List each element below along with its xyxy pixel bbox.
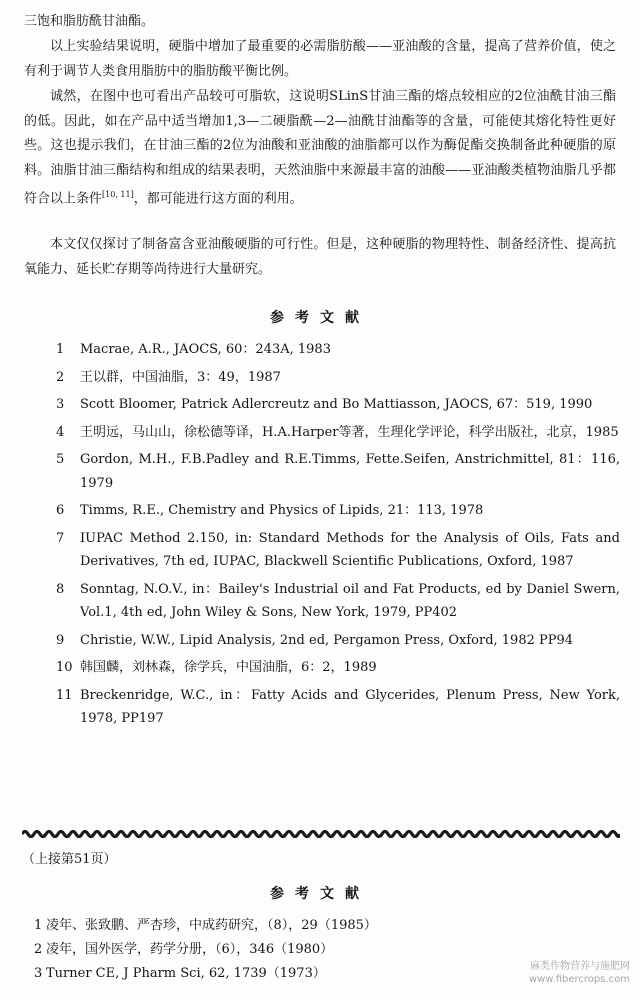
continued-note: （上接第51页）: [22, 852, 117, 867]
reference-text: Breckenridge, W.C., in：Fatty Acids and Glycerides, Plenum Press, New York, 1978, PP197: [80, 687, 620, 726]
reference-number: 3: [56, 397, 65, 412]
reference-number: 7: [56, 530, 65, 546]
reference-text: Timms, R.E., Chemistry and Physics of Lipids, 21：113, 1978: [80, 503, 484, 518]
reference2-text: 凌年，国外医学，药学分册，（6），346（1980）: [46, 942, 334, 957]
reference2-number: 3: [34, 966, 43, 981]
reference-item: [24, 421, 620, 445]
reference-item: [24, 656, 620, 680]
paragraph-2: 以上实验结果说明，硬脂中增加了最重要的必需脂肪酸——亚油酸的含量，提高了营养价值，使之有利于调节人类食用脂肪中的脂肪酸平衡比例。: [24, 39, 616, 79]
references2-title: 参考文献: [270, 886, 370, 902]
reference-text: IUPAC Method 2.150, in: Standard Methods for the Analysis of Oils, Fats and Derivatives, 7th ed, IUPAC, Blackwell Scientific Publications, Oxford, 1987: [80, 530, 620, 569]
reference-number: 9: [56, 632, 65, 648]
paragraph-1: 三饱和脂肪酰甘油酯。: [24, 14, 155, 29]
reference-number: 1: [56, 342, 65, 357]
citation-marker: [10, 11]: [102, 190, 134, 199]
reference-number: 8: [56, 581, 65, 597]
reference-text: Christie, W.W., Lipid Analysis, 2nd ed, Pergamon Press, Oxford, 1982 PP94: [80, 632, 574, 648]
reference-number: 6: [56, 503, 65, 518]
watermark-line1: 麻类作物营养与施肥网: [530, 961, 630, 972]
reference-number: 10: [56, 660, 73, 675]
reference-item: [24, 578, 620, 625]
reference-item: [24, 684, 620, 731]
reference-item: [24, 338, 620, 362]
references-list: [24, 338, 620, 731]
reference2-number: 1: [34, 918, 43, 933]
reference2-item: [24, 938, 620, 962]
section-divider: [22, 829, 620, 839]
paragraph-3-text-a: 诚然，在图中也可看出产品较可可脂软，这说明SLinS甘油三酯的熔点较相应的2位油酰甘油三酯的低。因此，如在产品中适当增加1,3—二硬脂酰—2—油酰甘油酯等的含量，可能使其熔化特性更好些。这也提示我们，在甘油三酯的2位为油酸和亚油酸的油脂都可以作为酶促酯交换制备此种硬脂的原料。油脂甘油三酯结构和组成的结果表明，天然油脂中来源最丰富的油酸——亚油酸类植物油脂几乎都符合以上条件: [24, 89, 616, 207]
reference-item: [24, 499, 620, 523]
paragraph-4: 本文仅仅探讨了制备富含亚油酸硬脂的可行性。但是，这种硬脂的物理特性、制备经济性、提高抗氧能力、延长贮存期等尚待进行大量研究。: [24, 237, 616, 277]
reference-number: 2: [56, 369, 65, 385]
watermark-line2: www.fibercrops.com: [528, 974, 630, 985]
reference2-item: [24, 914, 620, 938]
reference-text: Macrae, A.R., JAOCS, 60：243A, 1983: [80, 342, 331, 357]
paragraph-3-text-b: ，都可能进行这方面的利用。: [133, 191, 303, 207]
watermark: [529, 960, 630, 986]
reference-text: 王以群，中国油脂，3：49，1987: [80, 369, 281, 385]
reference-number: 11: [56, 687, 73, 703]
paragraph-3: [24, 85, 616, 212]
reference-item: [24, 448, 620, 495]
reference-text: Scott Bloomer, Patrick Adlercreutz and Bo Mattiasson, JAOCS, 67：519, 1990: [80, 397, 593, 412]
reference-text: Sonntag, N.O.V., in：Bailey's Industrial oil and Fat Products, ed by Daniel Swern, Vol.1, 4th ed, John Wiley & Sons, New York, 1979, PP402: [80, 581, 620, 620]
reference2-number: 2: [34, 942, 43, 957]
reference-item: [24, 393, 620, 417]
reference-text: Gordon, M.H., F.B.Padley and R.E.Timms, Fette.Seifen, Anstrichmittel, 81：116, 1979: [80, 452, 620, 491]
reference-number: 5: [56, 452, 65, 467]
reference-text: 王明远，马山山，徐松德等译，H.A.Harper等著，生理化学评论，科学出版社，北京，1985: [80, 424, 619, 440]
reference-item: [24, 629, 620, 653]
reference-text: 韩国麟，刘林森，徐学兵，中国油脂，6：2，1989: [80, 660, 377, 675]
reference-item: [24, 366, 620, 390]
references-title: 参考文献: [270, 310, 370, 326]
reference-item: [24, 527, 620, 574]
reference-number: 4: [56, 424, 65, 440]
reference2-text: 凌年、张致鹏、严杏珍，中成药研究，（8），29（1985）: [46, 918, 377, 933]
reference2-text: Turner CE, J Pharm Sci, 62, 1739（1973）: [46, 966, 326, 981]
